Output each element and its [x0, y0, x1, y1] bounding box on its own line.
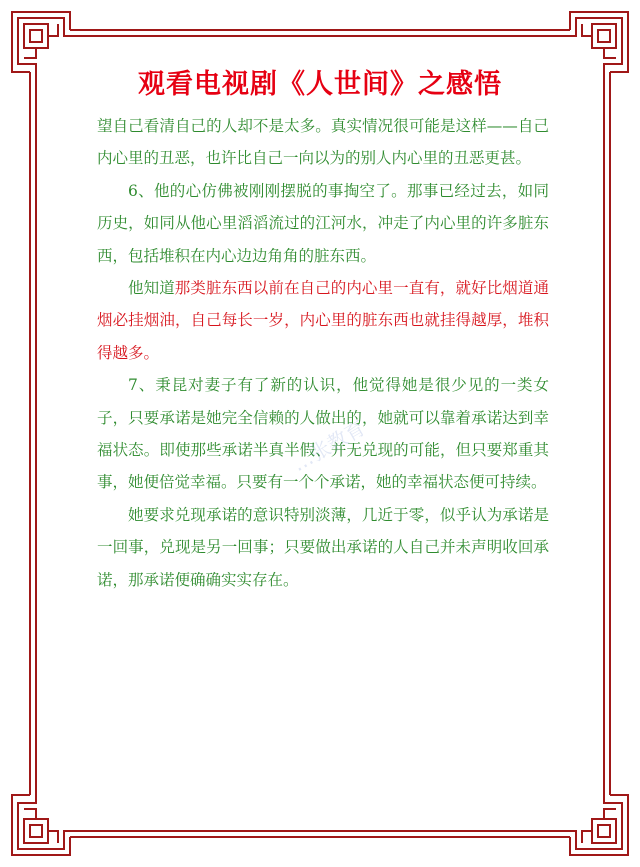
- article-body: [97, 110, 549, 596]
- paragraph-5-text: 她要求兑现承诺的意识特别淡薄，几近于零，似乎认为承诺是一回事，兑现是另一回事；只要做出承诺的人自己并未声明收回承诺，那承诺便确确实实存在。: [97, 505, 549, 589]
- watermark: …张教育: [288, 415, 370, 477]
- paragraph-3-text-lead: 他知道: [128, 279, 175, 298]
- paragraph-4-text: 7、秉昆对妻子有了新的认识，他觉得她是很少见的一类女子，只要承诺是她完全信赖的人做出的，她就可以靠着承诺达到幸福状态。即使那些承诺半真半假、并无兑现的可能，但只要郑重其事，她便倍觉幸福。只要有一个个承诺，她的幸福状态便可持续。: [97, 376, 549, 492]
- paragraph-2-text: 6、他的心仿佛被刚刚摆脱的事掏空了。那事已经过去，如同历史，如同从他心里滔滔流过的江河水，冲走了内心里的许多脏东西，包括堆积在内心边边角角的脏东西。: [97, 181, 549, 265]
- paragraph-1-text: 望自己看清自己的人却不是太多。真实情况很可能是这样——自己内心里的丑恶，也许比自己一向以为的别人内心里的丑恶更甚。: [97, 117, 549, 168]
- article-title: 观看电视剧《人世间》之感悟: [138, 69, 502, 100]
- paragraph-3: [97, 272, 549, 369]
- paragraph-3-text-highlight: 那类脏东西以前在自己的内心里一直有，就好比烟道通烟必挂烟油，自己每长一岁，内心里的脏东西也就挂得越厚，堆积得越多。: [97, 279, 549, 362]
- paragraph-1: [97, 110, 549, 175]
- paragraph-2: [97, 175, 549, 272]
- paragraph-5: [97, 499, 549, 596]
